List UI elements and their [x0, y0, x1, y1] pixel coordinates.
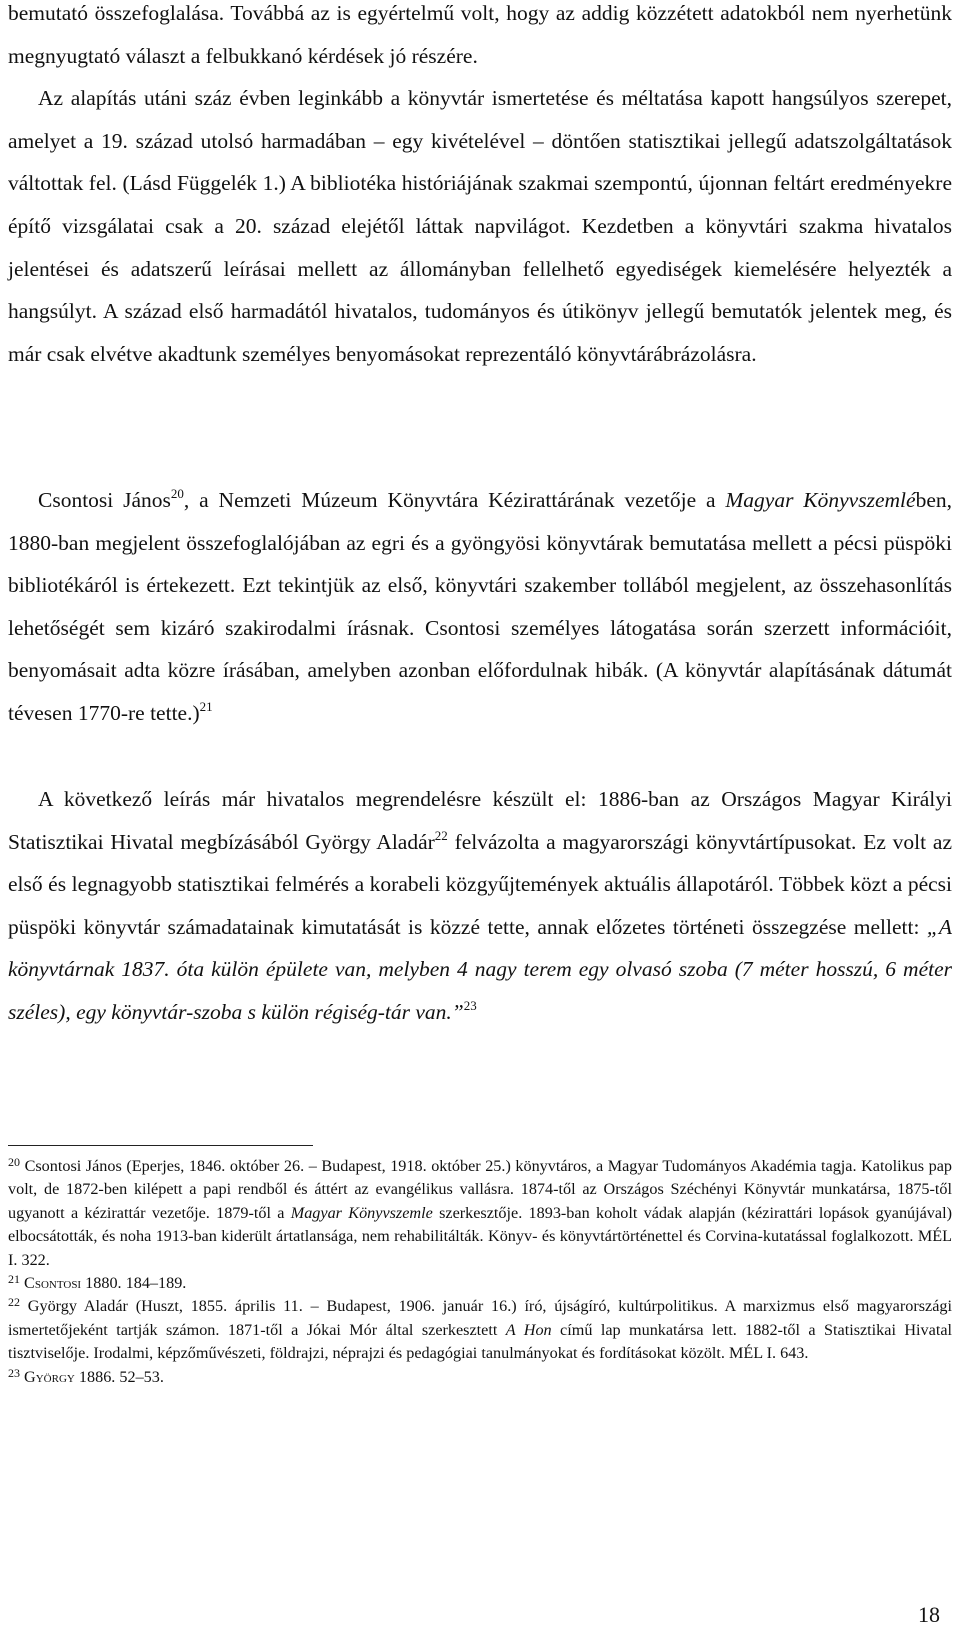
- body-paragraph-1: [8, 0, 952, 375]
- paragraph-text: Csontosi János: [38, 488, 171, 512]
- paragraph-2-text: Az alapítás utáni száz évben leginkább a könyvtár ismertetése és méltatása kapott hangsúlyos szerepet, amelyet a 19. század utolsó harmadában – egy kivételével – döntően statisztikai jellegű adatszolgáltatások váltottak fel. (Lásd Függelék 1.) A bibliotéka históriájának szakmai szempontú, újonnan feltárt eredményekre építő vizsgálatai csak a 20. század elejétől láttak napvilágot. Kezdetben a könyvtári szakma hivatalos jelentései és adatszerű leírásai mellett az állományban fellelhető egyediségek kiemelésére helyezték a hangsúlyt. A század első harmadától hivatalos, tudományos és útikönyv jellegű bemutatók jelentek meg, és már csak elvétve akadtunk személyes benyomásokat reprezentáló könyvtárábrázolásra.: [8, 86, 952, 366]
- footnote-22: [8, 1295, 952, 1365]
- footnote-separator: [8, 1145, 313, 1146]
- footnote-italic: A Hon: [505, 1320, 552, 1339]
- paragraph-text: A következő leírás már hivatalos megrendelésre készült el: 1886-ban az Országos Magyar Királyi Statisztikai Hivatal megbízásából György Aladár: [8, 787, 952, 854]
- paragraph-1-continuation: bemutató összefoglalása. Továbbá az is egyértelmű volt, hogy az addig közzétett adatokból nem nyerhetünk megnyugtató választ a felbukkanó kérdések jó részére.: [8, 1, 952, 68]
- author-small-caps: György: [24, 1367, 75, 1386]
- footnote-text: Csontosi János (Eperjes, 1846. október 26. – Budapest, 1918. október 25.) könyvtáros, a Magyar Tudományos Akadémia tagja. Katolikus pap volt, de 1872-ben kilépett a papi rendből és áttért az evangélikus vallásra. 1874-től az Országos Széchényi Könyvtár munkatársa, 1875-től ugyanott a kézirattár vezetője. 1879-től a: [8, 1157, 952, 1222]
- footnote-number: 22: [8, 1295, 20, 1310]
- footnote-text: 1886. 52–53.: [74, 1367, 164, 1386]
- journal-title-italic: Magyar Könyvszemlé: [725, 488, 916, 512]
- author-small-caps: Csontosi: [24, 1274, 82, 1293]
- footnote-text: szerkesztője. 1893-ban koholt vádak alapján (kézirattári lopások gyanújával) elbocsátották, és noha 1913-ban kiderült ártatlansága, nem rehabilitálták. Könyv- és könyvtártörténettel és Corvina-kutatással foglalkozott. MÉL I. 322.: [8, 1203, 952, 1269]
- page-number: 18: [918, 1602, 940, 1627]
- footnote-21: [8, 1272, 952, 1295]
- footnote-number: 21: [8, 1272, 20, 1287]
- paragraph-text: ben, 1880-ban megjelent összefoglalójában az egri és a gyöngyösi könyvtárak bemutatása mellett a pécsi püspöki bibliotékáról is értekezett. Ezt tekintjük az első, könyvtári szakember tollából megjelent, az összehasonlítás lehetőségét sem kizáró szakirodalmi írásnak. Csontosi személyes látogatása során szerzett információit, benyomásait adta közre írásában, amelyben azonban előfordulnak hibák. (A könyvtár alapításának dátumát tévesen 1770-re tette.): [8, 488, 952, 725]
- footnote-number: 20: [8, 1155, 20, 1169]
- paragraph-text: , a Nemzeti Múzeum Könyvtára Kézirattárának vezetője a: [183, 488, 726, 512]
- footnote-text: 1880. 184–189.: [81, 1274, 187, 1293]
- footnote-number: 23: [8, 1365, 20, 1380]
- body-paragraph-gyorgy: [8, 778, 952, 1034]
- paragraph-text: felvázolta a magyarországi könyvtártípusokat. Ez volt az első és legnagyobb statisztikai felmérés a korabeli közgyűjtemények aktuális állapotáról. Többek közt a pécsi püspöki könyvtár számadatainak kimutatását is közzé tette, annak előzetes történeti összegzése mellett:: [8, 829, 953, 939]
- footnote-20: [8, 1155, 952, 1272]
- footnote-text: György Aladár (Huszt, 1855. április 11. – Budapest, 1906. január 16.) író, újságíró, kultúrpolitikus. A marxizmus első magyarországi ismertetőjeként tartják számon. 1871-től a Jókai Mór által szerkesztett: [8, 1297, 952, 1339]
- footnotes-section: [8, 1155, 952, 1389]
- footnote-ref-21[interactable]: 21: [199, 698, 213, 714]
- footnote-text: című lap munkatársa lett. 1882-től a Statisztikai Hivatal tisztviselője. Irodalmi, képzőművészeti, földrajzi, néprajzi és pedagógiai tanulmányokat és fordításokat közölt. MÉL I. 643.: [8, 1320, 952, 1363]
- footnote-ref-22[interactable]: 22: [434, 827, 448, 843]
- quotation-italic: „A könyvtárnak 1837. óta külön épülete van, melyben 4 nagy terem egy olvasó szoba (7 méter hosszú, 6 méter széles), egy könyvtár-szoba s külön régiség-tár van.”: [8, 914, 952, 1024]
- footnote-23: [8, 1366, 952, 1389]
- footnote-ref-20[interactable]: 20: [170, 486, 184, 501]
- footnote-italic: Magyar Könyvszemle: [290, 1203, 433, 1222]
- body-paragraph-csontosi: [8, 479, 952, 735]
- footnote-ref-23[interactable]: 23: [463, 997, 477, 1013]
